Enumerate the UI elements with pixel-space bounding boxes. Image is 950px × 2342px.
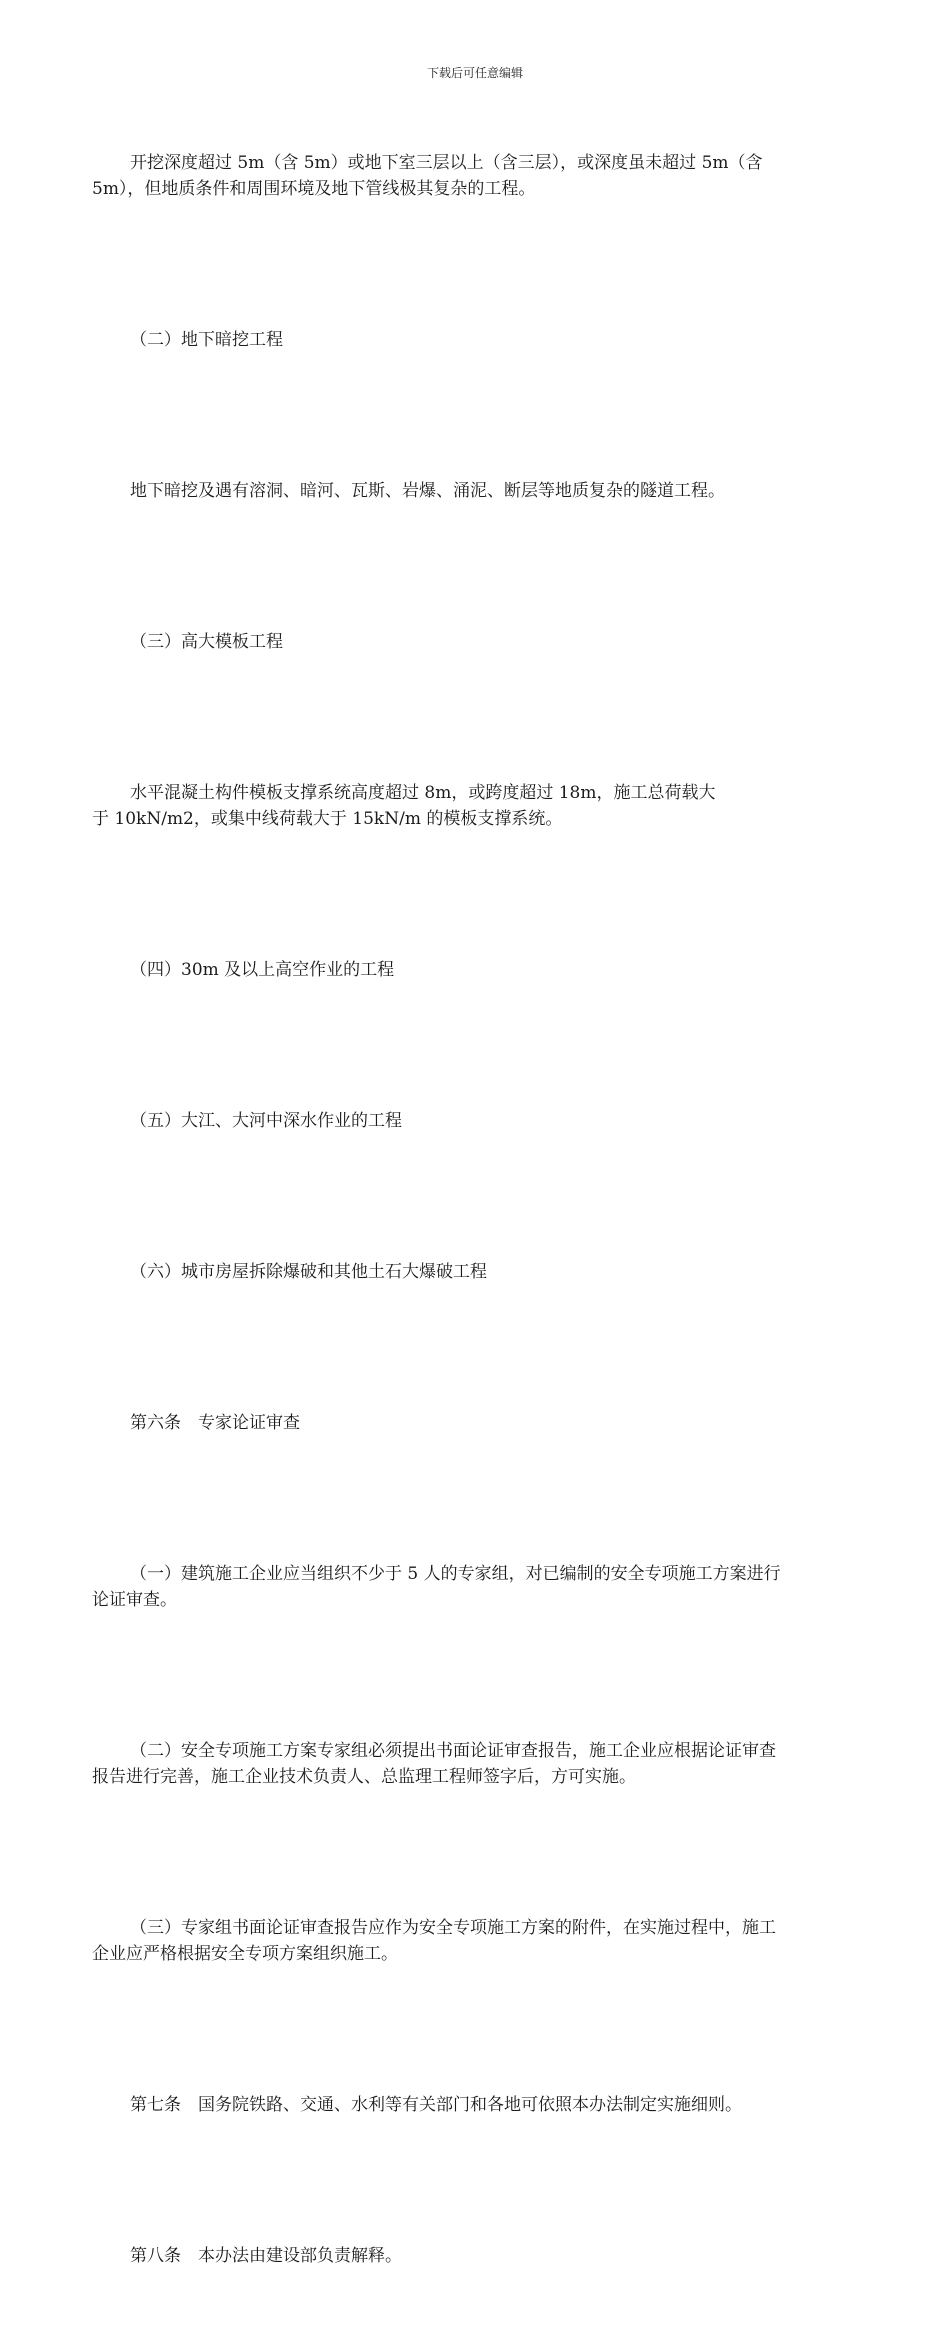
paragraph-line: 论证审查。 bbox=[92, 1590, 177, 1610]
paragraph-formwork bbox=[92, 728, 862, 884]
paragraph-line: 地下暗挖及遇有溶洞、暗河、瓦斯、岩爆、涌泥、断层等地质复杂的隧道工程。 bbox=[130, 481, 725, 501]
paragraph-line: 水平混凝土构件模板支撑系统高度超过 8m，或跨度超过 18m，施工总荷载大 bbox=[130, 783, 716, 803]
heading-high-altitude bbox=[92, 905, 862, 1035]
paragraph-line: 开挖深度超过 5m（含 5m）或地下室三层以上（含三层），或深度虽未超过 5m（含 bbox=[130, 153, 763, 173]
paragraph-line: 于 10kN/m2，或集中线荷载大于 15kN/m 的模板支撑系统。 bbox=[92, 809, 563, 829]
paragraph-line: 第六条 专家论证审查 bbox=[130, 1413, 300, 1433]
paragraph-line: （三）高大模板工程 bbox=[130, 632, 283, 652]
paragraph-line: （五）大江、大河中深水作业的工程 bbox=[130, 1111, 402, 1131]
heading-underground-excavation bbox=[92, 275, 862, 405]
paragraph-line: 第八条 本办法由建设部负责解释。 bbox=[130, 2246, 402, 2266]
article-six-item-three bbox=[92, 1863, 862, 2019]
article-six-item-one bbox=[92, 1509, 862, 1665]
paragraph-line: （二）地下暗挖工程 bbox=[130, 330, 283, 350]
article-six-item-two bbox=[92, 1686, 862, 1842]
paragraph-line: （一）建筑施工企业应当组织不少于 5 人的专家组，对已编制的安全专项施工方案进行 bbox=[130, 1564, 781, 1584]
paragraph-line: 报告进行完善，施工企业技术负责人、总监理工程师签字后，方可实施。 bbox=[92, 1767, 636, 1787]
paragraph-line: （六）城市房屋拆除爆破和其他土石大爆破工程 bbox=[130, 1262, 487, 1282]
heading-formwork bbox=[92, 577, 862, 707]
article-eight bbox=[92, 2191, 862, 2321]
heading-deep-water bbox=[92, 1056, 862, 1186]
article-seven bbox=[92, 2040, 862, 2170]
page-header: 下载后可任意编辑 bbox=[426, 66, 523, 80]
paragraph-line: 5m），但地质条件和周围环境及地下管线极其复杂的工程。 bbox=[92, 179, 536, 199]
paragraph-underground-excavation bbox=[92, 426, 862, 556]
document-body bbox=[92, 98, 862, 2342]
paragraph-line: 第七条 国务院铁路、交通、水利等有关部门和各地可依照本办法制定实施细则。 bbox=[130, 2095, 742, 2115]
heading-demolition bbox=[92, 1207, 862, 1337]
paragraph-line: （二）安全专项施工方案专家组必须提出书面论证审查报告，施工企业应根据论证审查 bbox=[130, 1741, 776, 1761]
paragraph-excavation-depth bbox=[92, 98, 862, 254]
paragraph-line: （三）专家组书面论证审查报告应作为安全专项施工方案的附件，在实施过程中，施工 bbox=[130, 1918, 776, 1938]
paragraph-line: 企业应严格根据安全专项方案组织施工。 bbox=[92, 1944, 398, 1964]
paragraph-line: （四）30m 及以上高空作业的工程 bbox=[130, 960, 395, 980]
article-six-title bbox=[92, 1358, 862, 1488]
